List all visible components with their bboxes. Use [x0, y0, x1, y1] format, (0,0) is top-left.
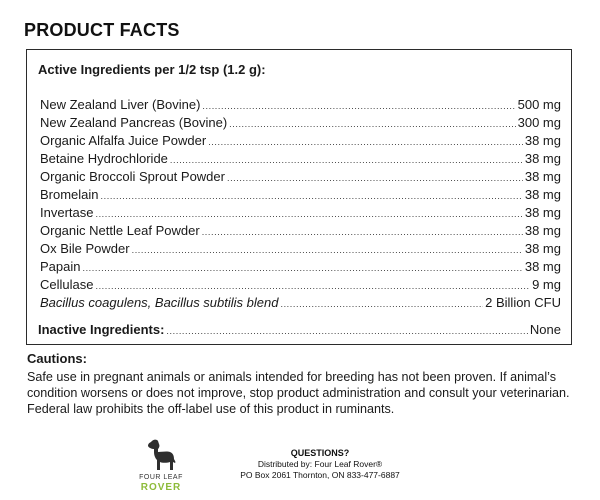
dot-leader	[95, 205, 522, 223]
product-facts-panel	[26, 49, 572, 345]
ingredient-amount: 38 mg	[524, 223, 561, 238]
ingredient-name: Invertase	[40, 205, 94, 220]
ingredient-amount: 500 mg	[517, 97, 561, 112]
inactive-ingredients-value: None	[529, 322, 561, 337]
dot-leader	[101, 187, 523, 205]
ingredient-amount: 38 mg	[524, 259, 561, 274]
ingredient-row	[40, 276, 561, 294]
ingredient-name: Bromelain	[40, 187, 99, 202]
ingredient-row	[40, 294, 561, 312]
ingredient-amount: 38 mg	[524, 169, 561, 184]
ingredient-name: Cellulase	[40, 277, 94, 292]
ingredient-name: New Zealand Liver (Bovine)	[40, 97, 201, 112]
brand-name-line1: FOUR LEAF	[139, 474, 183, 481]
dot-leader	[202, 223, 523, 241]
ingredient-row	[40, 204, 561, 222]
ingredient-row	[40, 132, 561, 150]
dot-leader	[166, 326, 528, 336]
ingredient-row	[40, 114, 561, 132]
ingredient-row	[40, 96, 561, 114]
dot-leader	[208, 133, 523, 151]
ingredient-name: Organic Alfalfa Juice Powder	[40, 133, 207, 148]
ingredient-row	[40, 258, 561, 276]
cautions-heading: Cautions:	[27, 351, 87, 366]
brand-logo	[131, 438, 191, 494]
ingredient-row	[40, 150, 561, 168]
brand-name-line2: ROVER	[140, 482, 182, 493]
dot-leader	[229, 115, 515, 133]
ingredient-name: New Zealand Pancreas (Bovine)	[40, 115, 228, 130]
cautions-text: Safe use in pregnant animals or animals intended for breeding has not been proven. If animal’s condition worsens or does not improve, stop product administration and consult your veterinarian. Federal law prohibits the off-label use of this product in ruminants.	[27, 370, 570, 416]
ingredient-name: Organic Nettle Leaf Powder	[40, 223, 200, 238]
questions-label: QUESTIONS?	[290, 448, 350, 458]
dot-leader	[227, 169, 523, 187]
dot-leader	[170, 151, 523, 169]
ingredient-list	[40, 96, 561, 312]
dot-leader	[202, 97, 515, 115]
ingredient-name: Organic Broccoli Sprout Powder	[40, 169, 225, 184]
inactive-ingredients-label: Inactive Ingredients:	[38, 322, 165, 337]
ingredient-amount: 300 mg	[517, 115, 561, 130]
ingredient-name: Ox Bile Powder	[40, 241, 130, 256]
ingredient-row	[40, 168, 561, 186]
ingredient-row	[40, 222, 561, 240]
contact-info	[210, 448, 430, 481]
ingredient-row	[40, 240, 561, 258]
dot-leader	[95, 277, 530, 295]
inactive-ingredients-row	[38, 322, 561, 337]
ingredient-amount: 38 mg	[524, 133, 561, 148]
ingredient-row	[40, 186, 561, 204]
ingredient-amount: 2 Billion CFU	[485, 295, 561, 310]
ingredient-name: Papain	[40, 259, 81, 274]
ingredient-amount: 38 mg	[524, 205, 561, 220]
address-line: PO Box 2061 Thornton, ON 833-477-6887	[240, 470, 400, 480]
dot-leader	[132, 241, 523, 259]
ingredient-amount: 38 mg	[524, 187, 561, 202]
ingredient-name: Betaine Hydrochloride	[40, 151, 168, 166]
ingredient-amount: 38 mg	[524, 151, 561, 166]
ingredient-amount: 38 mg	[524, 241, 561, 256]
distributor-line: Distributed by: Four Leaf Rover®	[257, 459, 383, 469]
ingredient-amount: 9 mg	[532, 277, 561, 292]
page-title: PRODUCT FACTS	[24, 20, 180, 40]
dot-leader	[280, 295, 483, 313]
dot-leader	[82, 259, 522, 277]
dog-icon	[145, 438, 177, 472]
active-ingredients-heading: Active Ingredients per 1/2 tsp (1.2 g):	[38, 62, 266, 77]
ingredient-name: Bacillus coagulens, Bacillus subtilis blend	[40, 295, 279, 310]
